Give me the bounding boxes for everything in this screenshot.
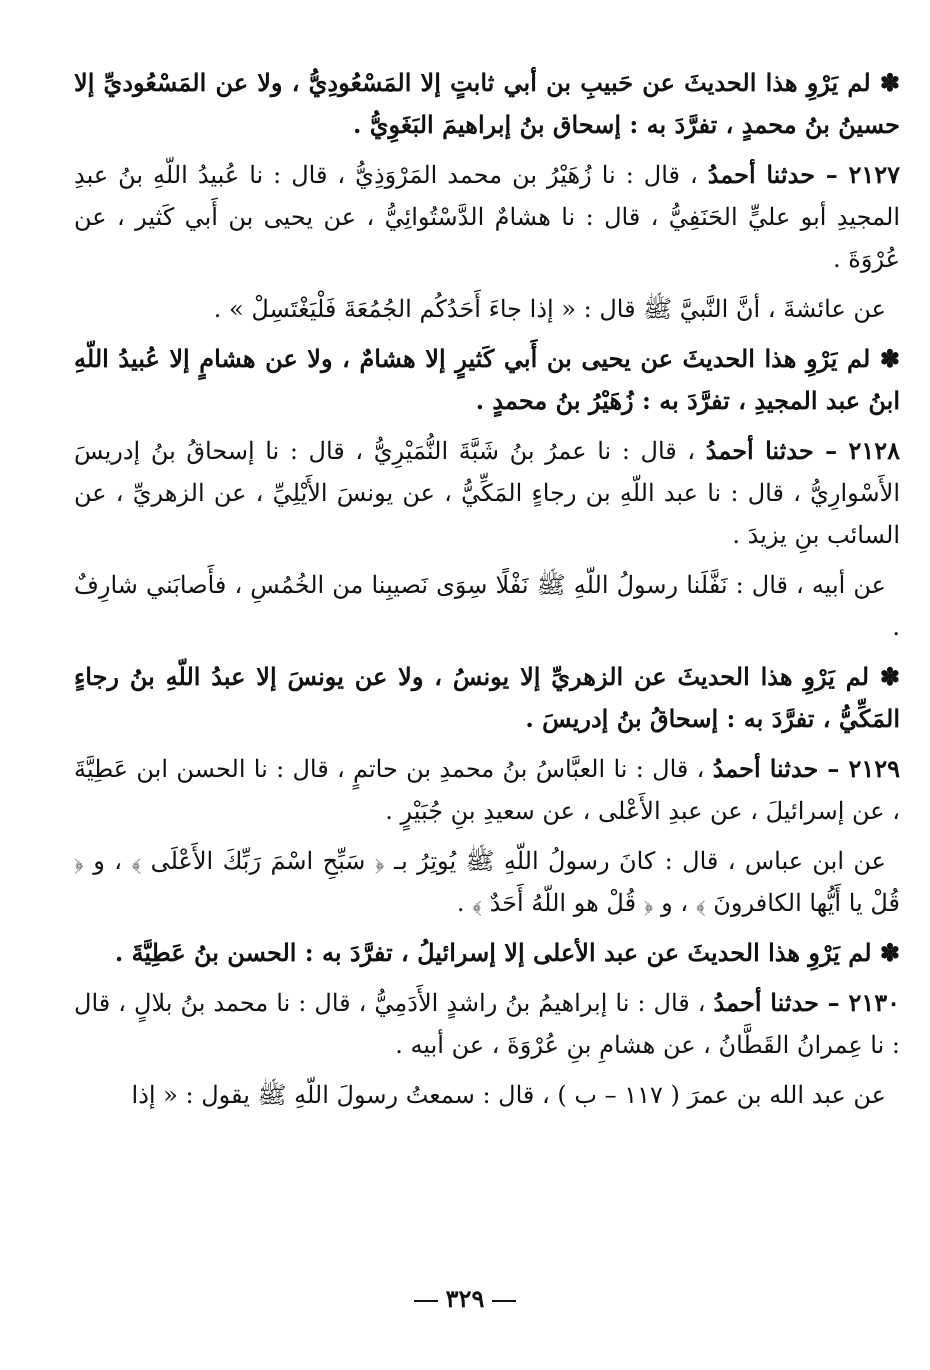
hadith-2128 — [74, 430, 900, 556]
paragraph-text: عن أبيه ، قال : نَفَّلَنا رسولُ اللّهِ ﷺ نَفْلًا سِوَى نَصيبِنا من الخُمُسِ ، فأَصابَني شارِفٌ . — [74, 571, 900, 641]
matn-paragraph-4 — [74, 1074, 900, 1116]
dash-right — [414, 1300, 438, 1302]
paragraph-text: ، قال : نا إبراهيمُ بنُ راشدٍ الأَدَمِيُّ ، قال : نا محمد بنُ بلالٍ ، قال : نا عِمرانُ القَطَّانُ ، عن هشامِ بنِ عُرْوَةَ ، عن أبيه . — [74, 989, 900, 1059]
hadith-number: ٢١٢٩ – حدثنا أحمدُ — [712, 754, 900, 783]
page-number-text: ٣٢٩ — [445, 1284, 485, 1313]
paragraph-text: عن ابن عباس ، قال : كانَ رسولُ اللّهِ ﷺ يُوتِرُ بـ ﴿ سَبِّحِ اسْمَ رَبِّكَ الأَعْلَى ﴾ ، و ﴿ قُلْ يا أَيُّها الكافرونَ ﴾ ، و ﴿ قُلْ هو اللّهُ أَحَدٌ ﴾ . — [74, 847, 900, 917]
matn-paragraph-3 — [74, 840, 900, 924]
dash-left — [492, 1300, 516, 1302]
paragraph-text: ✽ لم يَرْوِ هذا الحديثَ عن حَبيبِ بن أبي ثابتٍ إلا المَسْعُودِيُّ ، ولا عن المَسْعُوديِّ إلا حسينُ بنُ محمدٍ ، تفرَّدَ به : إسحاق بنُ إبراهيمَ البَغَوِيُّ . — [74, 68, 900, 139]
hadith-2127 — [74, 154, 900, 280]
paragraph-text: ✽ لم يَرْوِ هذا الحديثَ عن يحيى بن أَبي كَثيرٍ إلا هشامٌ ، ولا عن هشامٍ إلا عُبيدُ اللّهِ ابنُ عبد المجيدِ ، تفرَّدَ به : زُهَيْرُ بنُ محمدٍ . — [74, 344, 901, 415]
matn-paragraph-2 — [74, 564, 900, 648]
page-number — [0, 1284, 930, 1313]
commentary-paragraph-2 — [74, 338, 900, 422]
hadith-number: ٢١٢٧ – حدثنا أحمدُ — [707, 160, 901, 189]
paragraph-text: عن عائشةَ ، أنَّ النَّبيَّ ﷺ قال : « إذا جاءَ أَحَدُكُم الجُمُعَةَ فَلْيَغْتَسِلْ » . — [213, 295, 886, 323]
paragraph-text: ✽ لم يَرْوِ هذا الحديثَ عن الزهريِّ إلا يونسُ ، ولا عن يونسَ إلا عبدُ اللّهِ بنُ رجاءٍ المَكِّيُّ ، تفرَّدَ به : إسحاقُ بنُ إدريسَ . — [74, 662, 900, 733]
hadith-number: ٢١٢٨ – حدثنا أحمدُ — [705, 436, 900, 465]
page-body — [74, 62, 900, 1124]
hadith-number: ٢١٣٠ – حدثنا أحمدُ — [713, 988, 900, 1017]
hadith-2129 — [74, 748, 900, 832]
commentary-paragraph-4 — [74, 932, 900, 974]
paragraph-text: ، قال : نا عمرُ بنُ شَبَّةَ النُّمَيْرِيُّ ، قال : نا إسحاقُ بنُ إدريسَ الأَسْوارِيُّ ، قال : نا عبد اللّهِ بن رجاءٍ المَكِّيُّ ، عن يونسَ الأَيْلِيِّ ، عن الزهريِّ ، عن السائب بنِ يزيدَ . — [74, 437, 900, 549]
commentary-paragraph-1 — [74, 62, 900, 146]
hadith-2130 — [74, 982, 900, 1066]
matn-paragraph-1 — [74, 288, 900, 330]
paragraph-text: ✽ لم يَرْوِ هذا الحديثَ عن عبد الأعلى إلا إسرائيلُ ، تفرَّدَ به : الحسن بنُ عَطِيَّةَ . — [114, 938, 900, 967]
paragraph-text: عن عبد الله بن عمرَ ( ١١٧ – ب ) ، قال : سمعتُ رسولَ اللّهِ ﷺ يقول : « إذا — [131, 1081, 886, 1109]
commentary-paragraph-3 — [74, 656, 900, 740]
paragraph-text: ، قال : نا العبَّاسُ بنُ محمدِ بن حاتمٍ ، قال : نا الحسن ابن عَطِيَّةَ ، عن إسرائيلَ ، عن عبدِ الأَعْلى ، عن سعيدِ بنِ جُبَيْرٍ . — [74, 755, 900, 825]
paragraph-text: ، قال : نا زُهَيْرُ بن محمد المَرْوَذِيُّ ، قال : نا عُبيدُ اللّهِ بنُ عبدِ المجيدِ أبو عليٍّ الحَنَفِيُّ ، قال : نا هشامٌ الدَّسْتُوائِيُّ ، عن يحيى بن أَبي كَثير ، عن عُرْوَةَ . — [74, 161, 900, 273]
